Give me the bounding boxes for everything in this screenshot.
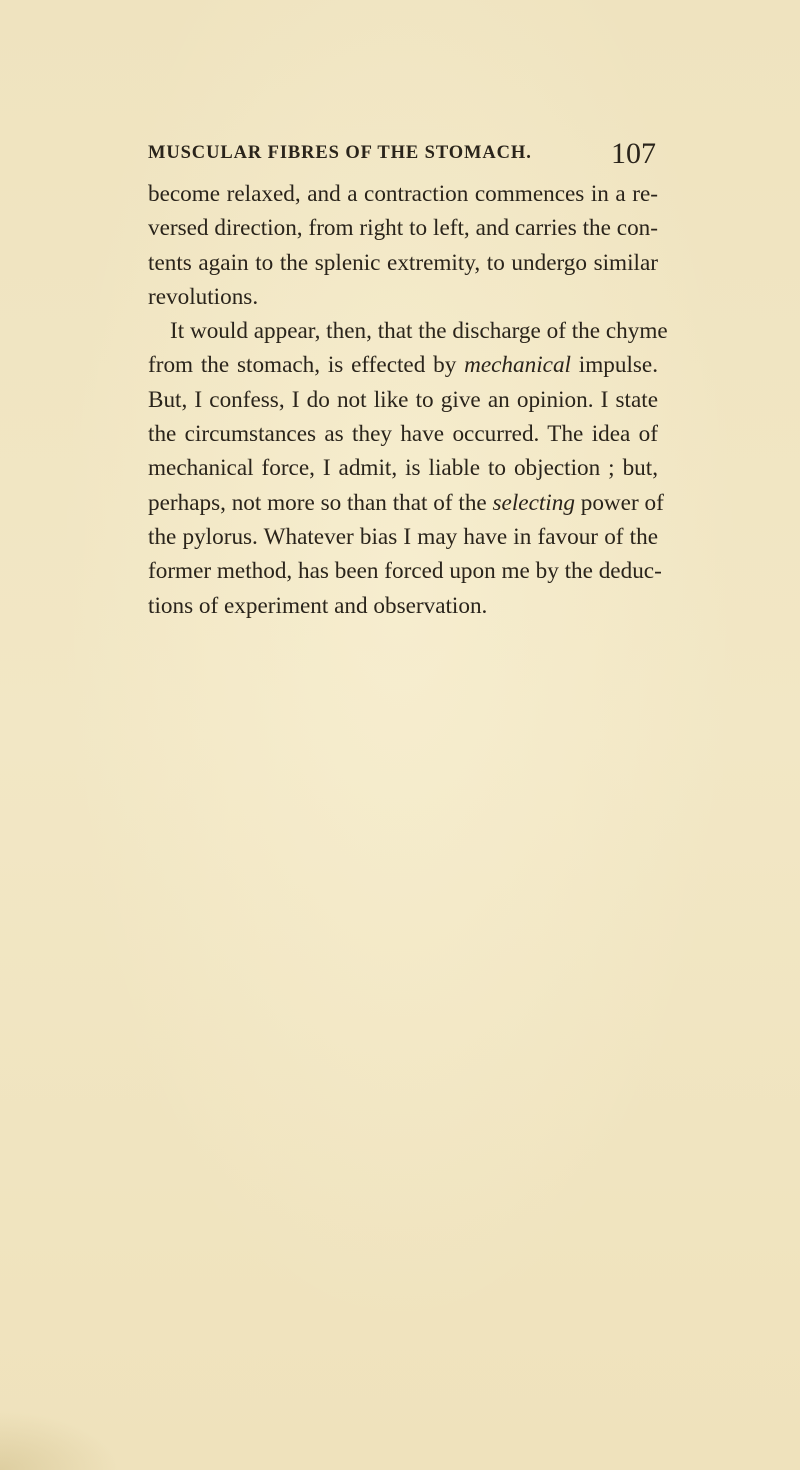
text-run: the pylorus. Whatever bias I may have in favour of the bbox=[148, 523, 658, 550]
text-run: from the stomach, is effected by bbox=[148, 352, 465, 379]
text-run: the circumstances as they have occurred. The idea of bbox=[148, 421, 658, 448]
text-run: But, I confess, I do not like to give an opinion. I state bbox=[148, 386, 658, 413]
text-line bbox=[148, 589, 658, 623]
text-run: power of bbox=[574, 489, 664, 516]
text-run: mechanical force, I admit, is liable to objection ; but, bbox=[148, 455, 658, 482]
text-line bbox=[148, 451, 658, 485]
text-line bbox=[148, 520, 658, 554]
text-line bbox=[148, 211, 658, 245]
text-run: former method, has been forced upon me by the deduc- bbox=[148, 558, 662, 585]
text-run: impulse. bbox=[570, 352, 658, 379]
text-line bbox=[148, 554, 662, 588]
running-title: MUSCULAR FIBRES OF THE STOMACH. bbox=[148, 143, 532, 163]
text-line bbox=[148, 417, 658, 451]
text-line bbox=[148, 383, 658, 417]
italic-text: mechanical bbox=[464, 352, 571, 379]
text-line bbox=[148, 348, 658, 382]
body-text bbox=[148, 177, 668, 623]
text-line bbox=[148, 246, 658, 280]
text-run: perhaps, not more so than that of the bbox=[148, 489, 493, 516]
text-line bbox=[148, 314, 668, 348]
paragraph bbox=[148, 314, 668, 623]
running-head bbox=[148, 137, 656, 173]
text-line bbox=[148, 486, 664, 520]
italic-text: selecting bbox=[492, 489, 575, 516]
text-run: become relaxed, and a contraction commences in a re- bbox=[148, 181, 658, 207]
text-run: tents again to the splenic extremity, to undergo similar bbox=[148, 249, 658, 276]
text-run: versed direction, from right to left, and carries the con- bbox=[148, 215, 658, 242]
text-run: revolutions. bbox=[148, 283, 259, 310]
page-edge-shadow bbox=[0, 1410, 120, 1470]
paragraph bbox=[148, 177, 658, 314]
text-line bbox=[148, 177, 658, 211]
text-run: tions of experiment and observation. bbox=[148, 592, 488, 619]
text-line bbox=[148, 280, 658, 314]
page-number: 107 bbox=[611, 137, 656, 170]
text-run: It would appear, then, that the discharge of the chyme bbox=[170, 318, 668, 345]
